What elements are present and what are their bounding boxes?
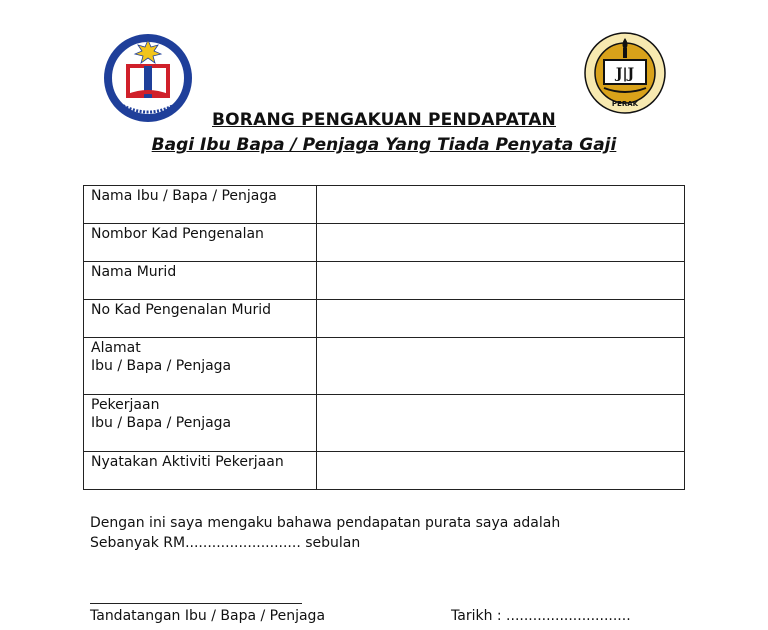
form-title: BORANG PENGAKUAN PENDAPATAN — [212, 110, 556, 130]
label-occupation: Pekerjaan Ibu / Bapa / Penjaga — [84, 395, 317, 452]
svg-text:J|J: J|J — [615, 66, 635, 82]
declaration-line-1: Dengan ini saya mengaku bahawa pendapatan purata saya adalah — [90, 515, 561, 531]
field-student-ic[interactable] — [317, 300, 685, 338]
form-subtitle: Bagi Ibu Bapa / Penjaga Yang Tiada Penyata Gaji — [151, 135, 617, 155]
form-row-parent-name — [84, 186, 685, 224]
income-declaration-form — [83, 185, 685, 490]
form-row-student-name — [84, 262, 685, 300]
perak-seal-icon — [582, 30, 668, 116]
form-row-student-ic — [84, 300, 685, 338]
declaration-line-2: Sebanyak RM.......................... sebulan — [90, 535, 361, 551]
field-student-name[interactable] — [317, 262, 685, 300]
form-row-ic-number — [84, 224, 685, 262]
signature-label: Tandatangan Ibu / Bapa / Penjaga — [90, 608, 326, 624]
label-ic-number: Nombor Kad Pengenalan — [84, 224, 317, 262]
field-ic-number[interactable] — [317, 224, 685, 262]
declaration-text — [90, 513, 560, 553]
form-row-address — [84, 338, 685, 395]
field-address[interactable] — [317, 338, 685, 395]
label-work-activity: Nyatakan Aktiviti Pekerjaan — [84, 452, 317, 490]
label-student-ic: No Kad Pengenalan Murid — [84, 300, 317, 338]
label-parent-name: Nama Ibu / Bapa / Penjaga — [84, 186, 317, 224]
form-row-occupation — [84, 395, 685, 452]
label-student-name: Nama Murid — [84, 262, 317, 300]
signature-line — [90, 603, 302, 604]
label-address: Alamat Ibu / Bapa / Penjaga — [84, 338, 317, 395]
field-occupation[interactable] — [317, 395, 685, 452]
seal-text: PERAK — [611, 100, 639, 108]
date-label: Tarikh : ............................ — [451, 608, 631, 624]
field-work-activity[interactable] — [317, 452, 685, 490]
field-parent-name[interactable] — [317, 186, 685, 224]
form-row-work-activity — [84, 452, 685, 490]
